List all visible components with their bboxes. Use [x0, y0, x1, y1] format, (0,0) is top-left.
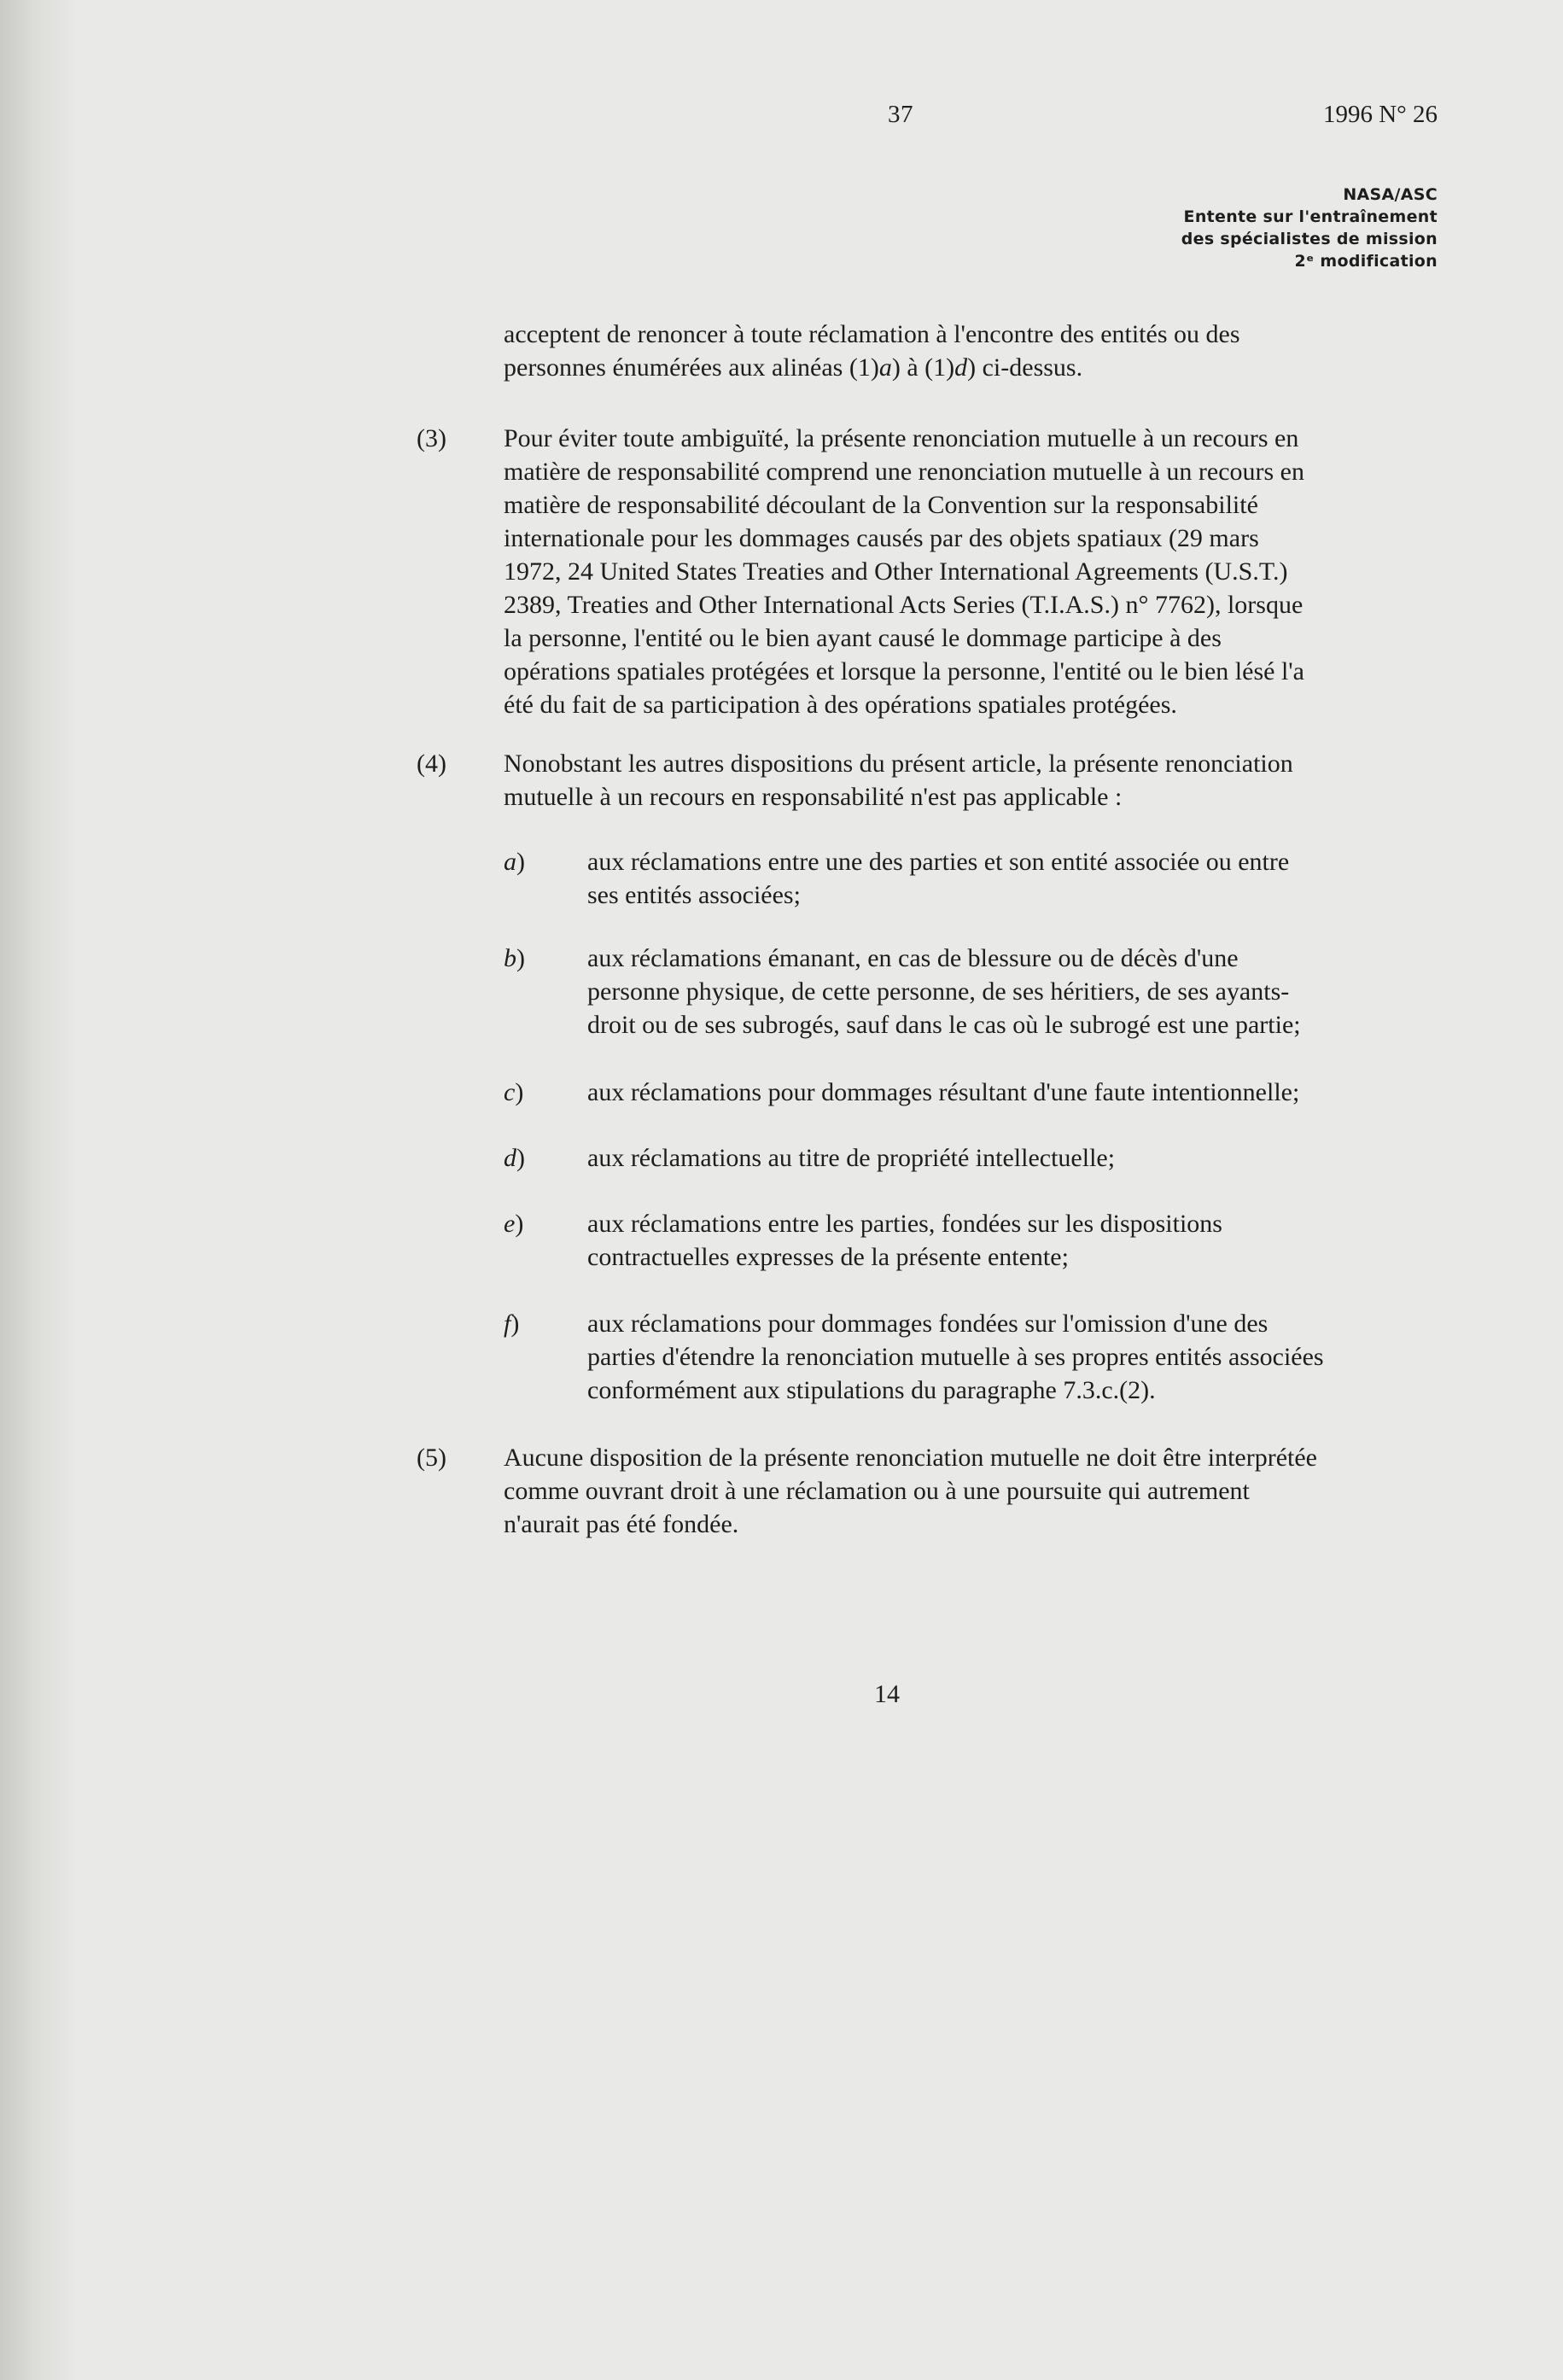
paragraph-5-line: comme ouvrant droit à une réclamation ou à une poursuite qui autrement — [504, 1477, 1250, 1505]
paragraph-3-line: Pour éviter toute ambiguïté, la présente renonciation mutuelle à un recours en — [504, 424, 1299, 452]
paragraph-3-line: internationale pour les dommages causés par des objets spatiaux (29 mars — [504, 524, 1259, 552]
intro-italic-a: a — [878, 353, 892, 382]
item-c-paren: ) — [515, 1078, 524, 1106]
intro-line-1: acceptent de renoncer à toute réclamation à l'encontre des entités ou des — [504, 320, 1240, 348]
item-f-text — [587, 1307, 1441, 1407]
paragraph-5-line: Aucune disposition de la présente renonciation mutuelle ne doit être interprétée — [504, 1444, 1317, 1472]
item-c-line: aux réclamations pour dommages résultant d'une faute intentionnelle; — [587, 1078, 1300, 1106]
intro-paragraph — [504, 318, 1443, 384]
item-e-text — [587, 1207, 1441, 1274]
paragraph-4-line: Nonobstant les autres dispositions du présent article, la présente renonciation — [504, 750, 1293, 778]
item-f-letter: f — [504, 1310, 511, 1338]
item-a-line: ses entités associées; — [587, 881, 801, 909]
item-e-line: contractuelles expresses de la présente entente; — [587, 1243, 1069, 1271]
paragraph-4-text — [504, 747, 1443, 814]
intro-italic-d: d — [954, 353, 968, 382]
issue-number: 1996 N° 26 — [1322, 101, 1438, 128]
item-f-label — [504, 1307, 519, 1340]
item-a-text — [587, 845, 1441, 912]
item-e-label — [504, 1207, 523, 1240]
agency-line-4: 2ᵉ modification — [1294, 252, 1438, 271]
paragraph-5-line: n'aurait pas été fondée. — [504, 1510, 739, 1538]
paragraph-3-line: la personne, l'entité ou le bien ayant causé le dommage participe à des — [504, 624, 1222, 652]
intro-text-c: ) à (1) — [891, 353, 955, 382]
item-f-paren: ) — [510, 1310, 520, 1338]
intro-line-2 — [504, 351, 1443, 384]
item-a-label — [504, 845, 525, 878]
paragraph-3-text — [504, 422, 1443, 721]
item-b-paren: ) — [516, 944, 525, 972]
item-b-label — [504, 942, 525, 975]
item-e-paren: ) — [515, 1210, 524, 1238]
paragraph-3-number: (3) — [417, 424, 446, 452]
paragraph-5-text — [504, 1441, 1443, 1541]
page-number-top: 37 — [888, 101, 913, 128]
item-f-line: aux réclamations pour dommages fondées sur l'omission d'une des — [587, 1310, 1268, 1338]
item-d-label — [504, 1141, 525, 1175]
item-a-paren: ) — [516, 848, 525, 876]
item-f-line: conformément aux stipulations du paragraphe 7.3.c.(2). — [587, 1376, 1156, 1404]
paragraph-5-number: (5) — [417, 1444, 446, 1472]
intro-text-a: personnes énumérées aux alinéas (1) — [504, 353, 879, 382]
agency-line-3: des spécialistes de mission — [1181, 230, 1438, 248]
paragraph-3-line: été du fait de sa participation à des opérations spatiales protégées. — [504, 691, 1177, 719]
paragraph-3-line: 1972, 24 United States Treaties and Other International Agreements (U.S.T.) — [504, 557, 1288, 586]
paragraph-3-line: 2389, Treaties and Other International Acts Series (T.I.A.S.) n° 7762), lorsque — [504, 591, 1303, 619]
agency-block — [1181, 184, 1438, 272]
item-b-letter: b — [504, 944, 516, 972]
item-c-text — [587, 1076, 1441, 1109]
item-f-line: parties d'étendre la renonciation mutuelle à ses propres entités associées — [587, 1343, 1324, 1371]
item-b-text — [587, 942, 1441, 1041]
paragraph-4-number: (4) — [417, 750, 446, 778]
paragraph-3-line: matière de responsabilité découlant de la Convention sur la responsabilité — [504, 491, 1258, 519]
agency-line-1: NASA/ASC — [1343, 185, 1438, 204]
item-c-letter: c — [504, 1078, 516, 1106]
agency-line-2: Entente sur l'entraînement — [1183, 207, 1438, 226]
item-d-paren: ) — [516, 1144, 525, 1172]
item-b-line: personne physique, de cette personne, de ses héritiers, de ses ayants- — [587, 977, 1290, 1006]
item-c-label — [504, 1076, 523, 1109]
item-d-letter: d — [504, 1144, 516, 1172]
item-e-line: aux réclamations entre les parties, fondées sur les dispositions — [587, 1210, 1222, 1238]
item-b-line: droit ou de ses subrogés, sauf dans le cas où le subrogé est une partie; — [587, 1011, 1301, 1039]
item-d-line: aux réclamations au titre de propriété intellectuelle; — [587, 1144, 1116, 1172]
item-e-letter: e — [504, 1210, 516, 1238]
item-a-line: aux réclamations entre une des parties et son entité associée ou entre — [587, 848, 1290, 876]
paragraph-3-line: matière de responsabilité comprend une renonciation mutuelle à un recours en — [504, 458, 1304, 486]
page-number-bottom: 14 — [874, 1680, 900, 1708]
item-d-text — [587, 1141, 1441, 1175]
item-a-letter: a — [504, 848, 516, 876]
page-edge-shadow — [0, 0, 77, 2380]
intro-text-e: ) ci-dessus. — [967, 353, 1083, 382]
item-b-line: aux réclamations émanant, en cas de blessure ou de décès d'une — [587, 944, 1239, 972]
paragraph-4-line: mutuelle à un recours en responsabilité n'est pas applicable : — [504, 783, 1123, 811]
paragraph-3-line: opérations spatiales protégées et lorsque la personne, l'entité ou le bien lésé l'a — [504, 657, 1304, 685]
